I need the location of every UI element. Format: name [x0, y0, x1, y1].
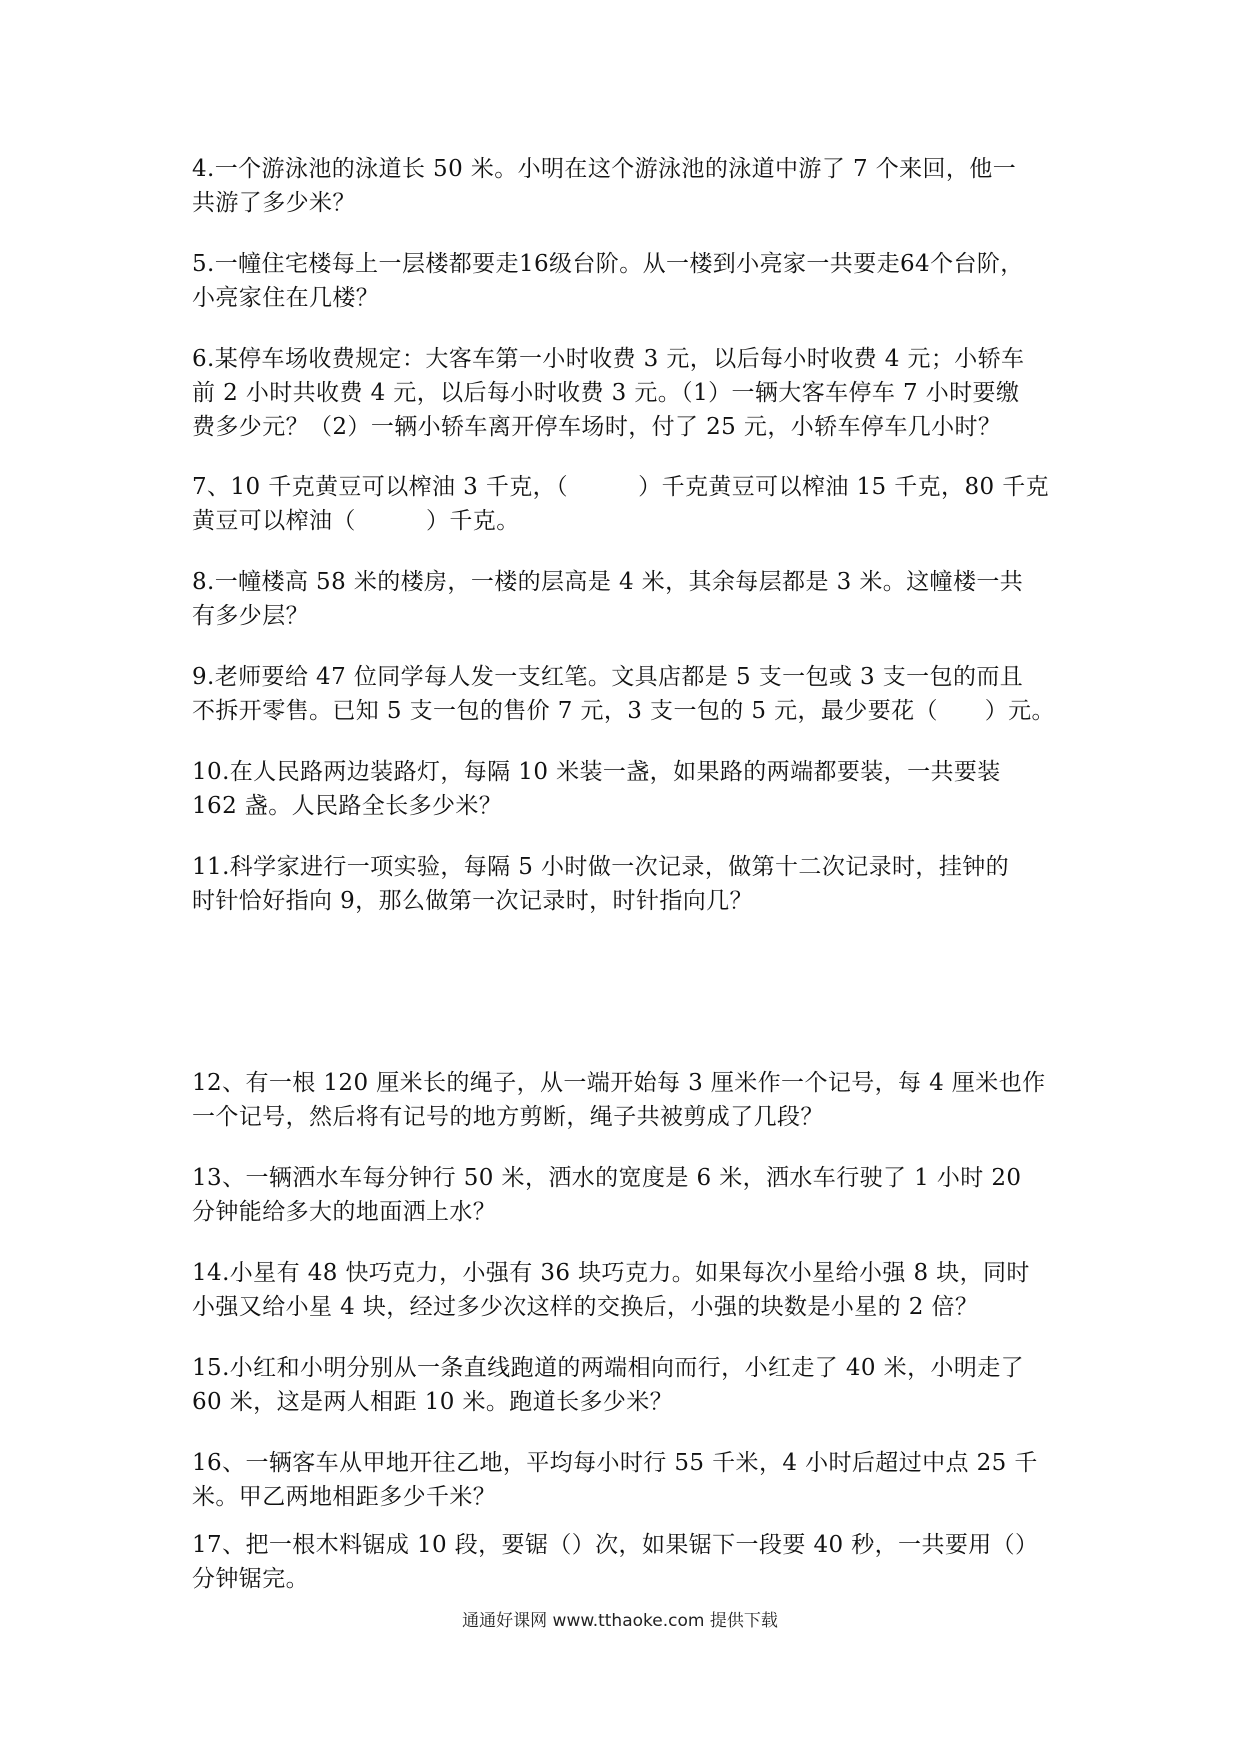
- question-line: 60 米，这是两人相距 10 米。跑道长多少米？: [192, 1389, 674, 1415]
- question-9: [192, 660, 1062, 728]
- question-line: 分钟锯完。: [192, 1566, 309, 1592]
- question-line: 13、一辆洒水车每分钟行 50 米，洒水的宽度是 6 米，洒水车行驶了 1 小时 20: [192, 1165, 1022, 1191]
- question-7: [192, 470, 1062, 538]
- question-12: [192, 1066, 1062, 1134]
- question-6: [192, 342, 1062, 444]
- page-footer: 通通好课网 www.tthaoke.com 提供下载: [462, 1611, 778, 1631]
- question-16: [192, 1446, 1062, 1514]
- question-11: [192, 850, 1062, 918]
- question-line: 6.某停车场收费规定：大客车第一小时收费 3 元，以后每小时收费 4 元；小轿车: [192, 346, 1025, 372]
- question-line: 9.老师要给 47 位同学每人发一支红笔。文具店都是 5 支一包或 3 支一包的而且: [192, 664, 1024, 690]
- question-4: [192, 152, 1062, 220]
- question-line: 162 盏。人民路全长多少米？: [192, 793, 503, 819]
- question-line: 分钟能给多大的地面洒上水？: [192, 1199, 497, 1225]
- question-line: 12、有一根 120 厘米长的绳子，从一端开始每 3 厘米作一个记号，每 4 厘米也作: [192, 1070, 1046, 1096]
- question-line: 11.科学家进行一项实验，每隔 5 小时做一次记录，做第十二次记录时，挂钟的: [192, 854, 1010, 880]
- question-line: 17、把一根木料锯成 10 段，要锯（）次，如果锯下一段要 40 秒，一共要用（）: [192, 1532, 1039, 1558]
- question-line: 10.在人民路两边装路灯，每隔 10 米装一盏，如果路的两端都要装，一共要装: [192, 759, 1001, 785]
- question-line: 小亮家住在几楼？: [192, 285, 380, 311]
- question-13: [192, 1161, 1062, 1229]
- question-line: 前 2 小时共收费 4 元，以后每小时收费 3 元。（1）一辆大客车停车 7 小时要缴: [192, 380, 1020, 406]
- question-17: [192, 1528, 1062, 1596]
- question-line: 一个记号，然后将有记号的地方剪断，绳子共被剪成了几段？: [192, 1104, 824, 1130]
- question-line: 有多少层？: [192, 603, 309, 629]
- question-line: 16、一辆客车从甲地开往乙地，平均每小时行 55 千米，4 小时后超过中点 25 千: [192, 1450, 1038, 1476]
- question-line: 共游了多少米？: [192, 190, 356, 216]
- question-line: 时针恰好指向 9，那么做第一次记录时，时针指向几？: [192, 888, 753, 914]
- question-8: [192, 565, 1062, 633]
- question-line: 5.一幢住宅楼每上一层楼都要走16级台阶。从一楼到小亮家一共要走64个台阶，: [192, 251, 1024, 277]
- question-14: [192, 1256, 1062, 1324]
- question-15: [192, 1351, 1062, 1419]
- question-line: 米。甲乙两地相距多少千米？: [192, 1484, 497, 1510]
- question-5: [192, 247, 1062, 315]
- question-line: 不拆开零售。已知 5 支一包的售价 7 元，3 支一包的 5 元，最少要花（ ）元。: [192, 698, 1055, 724]
- question-line: 黄豆可以榨油（ ）千克。: [192, 508, 520, 534]
- question-line: 15.小红和小明分别从一条直线跑道的两端相向而行，小红走了 40 米，小明走了: [192, 1355, 1025, 1381]
- question-line: 7、10 千克黄豆可以榨油 3 千克，（ ）千克黄豆可以榨油 15 千克，80 千克: [192, 474, 1050, 500]
- question-line: 8.一幢楼高 58 米的楼房，一楼的层高是 4 米，其余每层都是 3 米。这幢楼一共: [192, 569, 1024, 595]
- question-line: 4.一个游泳池的泳道长 50 米。小明在这个游泳池的泳道中游了 7 个来回，他一: [192, 156, 1017, 182]
- question-10: [192, 755, 1062, 823]
- question-line: 14.小星有 48 快巧克力，小强有 36 块巧克力。如果每次小星给小强 8 块，同时: [192, 1260, 1030, 1286]
- question-line: 小强又给小星 4 块，经过多少次这样的交换后，小强的块数是小星的 2 倍？: [192, 1294, 979, 1320]
- question-line: 费多少元？（2）一辆小轿车离开停车场时，付了 25 元，小轿车停车几小时？: [192, 414, 1002, 440]
